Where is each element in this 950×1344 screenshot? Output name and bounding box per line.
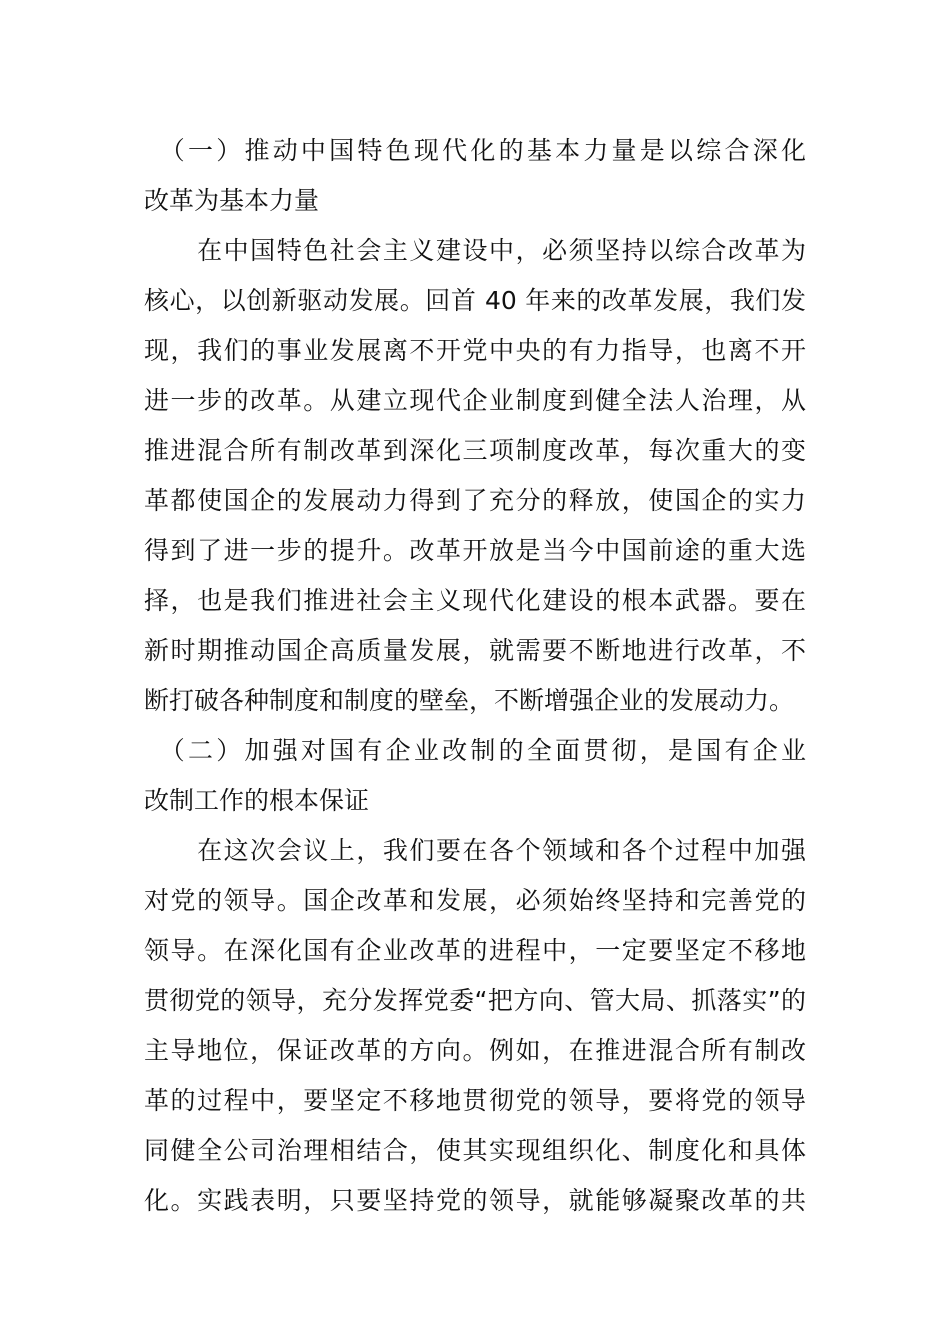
paragraph-1-line-1: 在中国特色社会主义建设中，必须坚持以综合改革为 <box>144 236 806 265</box>
paragraph-1-line-7: 得到了进一步的提升。改革开放是当今中国前途的重大选 <box>144 536 806 565</box>
heading-2-line-1: （二）加强对国有企业改制的全面贯彻，是国有企业 <box>144 736 806 765</box>
document-body <box>144 126 806 1226</box>
paragraph-2-line-2: 对党的领导。国企改革和发展，必须始终坚持和完善党的 <box>144 886 806 915</box>
paragraph-2-line-1: 在这次会议上，我们要在各个领域和各个过程中加强 <box>144 836 806 865</box>
paragraph-2-line-7: 同健全公司治理相结合，使其实现组织化、制度化和具体 <box>144 1136 806 1165</box>
paragraph-1-line-4: 进一步的改革。从建立现代企业制度到健全法人治理，从 <box>144 386 806 415</box>
paragraph-2-line-8: 化。实践表明，只要坚持党的领导，就能够凝聚改革的共 <box>144 1186 806 1215</box>
paragraph-2-line-6: 革的过程中，要坚定不移地贯彻党的领导，要将党的领导 <box>144 1086 806 1115</box>
paragraph-1-line-2: 核心，以创新驱动发展。回首 40 年来的改革发展，我们发 <box>144 286 806 315</box>
heading-2-line-2: 改制工作的根本保证 <box>144 786 370 815</box>
paragraph-1-line-5: 推进混合所有制改革到深化三项制度改革，每次重大的变 <box>144 436 806 465</box>
paragraph-1-line-3: 现，我们的事业发展离不开党中央的有力指导，也离不开 <box>144 336 806 365</box>
paragraph-1-line-8: 择，也是我们推进社会主义现代化建设的根本武器。要在 <box>144 586 806 615</box>
paragraph-2-line-5: 主导地位，保证改革的方向。例如，在推进混合所有制改 <box>144 1036 806 1065</box>
heading-1-line-1: （一）推动中国特色现代化的基本力量是以综合深化 <box>144 136 806 165</box>
paragraph-1-line-9: 新时期推动国企高质量发展，就需要不断地进行改革，不 <box>144 636 806 665</box>
heading-1-line-2: 改革为基本力量 <box>144 186 320 215</box>
paragraph-2-line-4: 贯彻党的领导，充分发挥党委“把方向、管大局、抓落实”的 <box>144 986 806 1015</box>
paragraph-1-line-6: 革都使国企的发展动力得到了充分的释放，使国企的实力 <box>144 486 806 515</box>
paragraph-2-line-3: 领导。在深化国有企业改革的进程中，一定要坚定不移地 <box>144 936 806 965</box>
paragraph-1-line-10: 断打破各种制度和制度的壁垒，不断增强企业的发展动力。 <box>144 686 795 715</box>
